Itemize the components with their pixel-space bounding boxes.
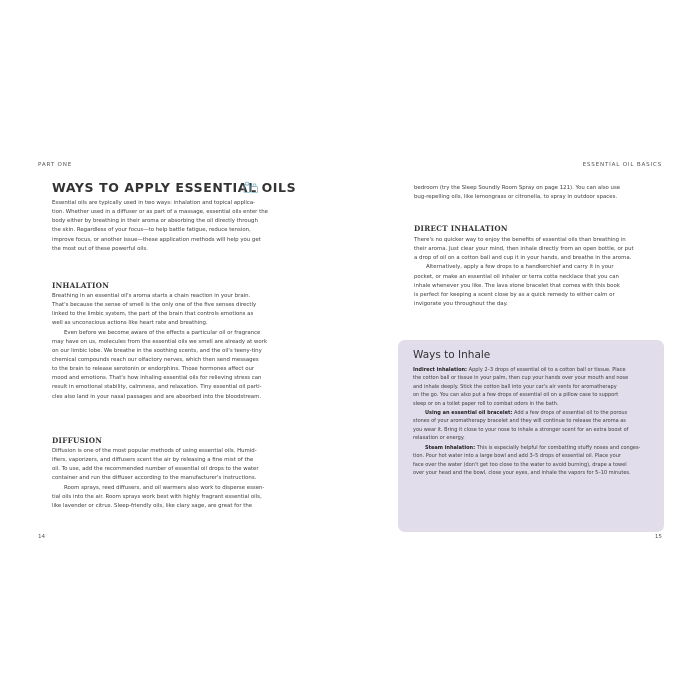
body-line: There's no quicker way to enjoy the benefits of essential oils than breathing in xyxy=(414,237,626,243)
sidebar-line: Apply 2–3 drops of essential oil to a cotton ball or tissue. Place xyxy=(468,367,626,373)
sidebar-line: Add a few drops of essential oil to the porous xyxy=(514,410,628,416)
sidebar-line: relaxation or energy. xyxy=(413,435,465,442)
sidebar-item-bracelet xyxy=(413,409,628,443)
body-line: Even before we become aware of the effects a particular oil or fragrance xyxy=(64,329,261,336)
body-line: oil. To use, add the recommended number of essential oil drops to the water xyxy=(52,466,259,473)
direct-inhalation-paragraph xyxy=(414,236,634,309)
body-line: Room sprays, reed diffusers, and oil warmers also work to disperse essen- xyxy=(64,484,265,491)
diffusion-heading: DIFFUSION xyxy=(52,436,103,445)
body-line: linked to the limbic system, the part of the brain that controls emotions as xyxy=(52,311,254,318)
body-line: Breathing in an essential oil's aroma starts a chain reaction in your brain. xyxy=(52,293,251,299)
sidebar-line: you wear it. Bring it close to your nose to inhale a stronger scent for an extra boost of xyxy=(413,426,629,433)
body-line: pocket, or make an essential oil inhaler or terra cotta necklace that you can xyxy=(414,273,619,280)
intro-line: Essential oils are typically used in two ways: inhalation and topical applica- xyxy=(52,200,256,206)
body-line: is perfect for keeping a scent close by as a quick remedy to either calm or xyxy=(414,291,615,298)
body-line: like lavender or citrus. Sleep-friendly oils, like clary sage, are great for the xyxy=(52,502,253,509)
sidebar-line: the cotton ball or tissue in your palm, then cup your hands over your mouth and nose xyxy=(413,375,629,382)
sidebar-line: stones of your aromatherapy bracelet and they will continue to release the aroma as xyxy=(413,418,626,425)
sidebar-line: sleep or on a toilet paper roll to combat odors in the bath. xyxy=(413,400,559,407)
page-number-left: 14 xyxy=(38,534,46,540)
body-line: container and run the diffuser according to the manufacturer's instructions. xyxy=(52,475,257,482)
oil-bottles-icon xyxy=(243,181,259,193)
sidebar-label: Indirect inhalation: xyxy=(413,367,468,373)
body-line: Alternatively, apply a few drops to a handkerchief and carry it in your xyxy=(426,264,614,271)
sidebar-item-steam xyxy=(413,444,640,478)
sidebar-line: This is especially helpful for combatting stuffy noses and conges- xyxy=(476,445,641,451)
chapter-title: WAYS TO APPLY ESSENTIAL OILS xyxy=(52,180,297,195)
body-line: a drop of oil on a cotton ball and cup it in your hands, and breathe in the aroma. xyxy=(414,255,632,262)
body-line: result in emotional stability, calmness, and relaxation. Tiny essential oil parti- xyxy=(52,384,262,391)
sidebar-label: Steam inhalation: xyxy=(425,445,476,451)
body-line: well as unconscious actions like heart rate and breathing. xyxy=(52,320,208,327)
diffusion-paragraph xyxy=(52,447,264,511)
body-line: their aroma. Just clear your mind, then inhale directly from an open bottle, or put xyxy=(414,246,634,253)
sidebar-line: over your head and the bowl, close your eyes, and inhale the vapors for 5–10 minutes. xyxy=(413,470,631,477)
sidebar-label: Using an essential oil bracelet: xyxy=(425,410,513,416)
sidebar-line: tion. Pour hot water into a large bowl and add 3–5 drops of essential oil. Place your xyxy=(413,453,621,460)
page-number-right: 15 xyxy=(654,534,662,540)
intro-line: body either by breathing in their aroma or absorbing the oil directly through xyxy=(52,218,258,225)
body-line: on our limbic lobe. We breathe in the soothing scents, and the oil's teeny-tiny xyxy=(52,347,262,354)
direct-inhalation-heading: DIRECT INHALATION xyxy=(414,224,508,233)
intro-line: the skin. Regardless of your focus—to help battle fatigue, reduce tension, xyxy=(52,227,251,234)
body-line: chemical compounds reach our olfactory nerves, which then send messages xyxy=(52,356,259,363)
inhalation-paragraph xyxy=(52,292,267,402)
sidebar-title: Ways to Inhale xyxy=(413,349,491,361)
continued-paragraph xyxy=(414,184,620,202)
body-line: invigorate you throughout the day. xyxy=(414,300,508,307)
running-head-right: ESSENTIAL OIL BASICS xyxy=(582,162,662,168)
sidebar-item-indirect xyxy=(413,366,628,408)
body-line: That's because the sense of smell is the only one of the five senses directly xyxy=(52,302,257,309)
body-line: cles also land in your nasal passages and are absorbed into the bloodstream. xyxy=(52,393,262,400)
running-head-left: PART ONE xyxy=(38,162,73,168)
body-line: bug-repelling oils, like lemongrass or citronella, to spray in outdoor spaces. xyxy=(414,194,618,201)
intro-paragraph xyxy=(52,199,268,254)
sidebar-line: on the go. You can also put a few drops of essential oil on a pillow case to support xyxy=(413,392,619,399)
body-line: tial oils into the air. Room sprays work best with highly fragrant essential oils, xyxy=(52,493,262,500)
body-line: inhale whenever you like. The lava stone bracelet that comes with this book xyxy=(414,282,620,289)
intro-line: tion. Whether used in a diffuser or as part of a massage, essential oils enter the xyxy=(52,209,268,216)
sidebar-line: and inhale deeply. Stick the cotton ball into your car's air vents for aromatherapy xyxy=(413,383,617,390)
body-line: mood and emotions. That's how inhaling essential oils for relieving stress can xyxy=(52,375,262,382)
body-line: bedroom (try the Sleep Soundly Room Spray on page 121). You can also use xyxy=(414,185,621,191)
body-line: to the brain to release serotonin or endorphins. Those hormones affect our xyxy=(52,366,255,373)
body-line: ifiers, vaporizers, and diffusers scent the air by releasing a fine mist of the xyxy=(52,457,254,464)
body-line: may have on us, molecules from the essential oils we smell are already at work xyxy=(52,338,267,345)
body-line: Diffusion is one of the most popular methods of using essential oils. Humid- xyxy=(52,448,257,454)
inhalation-heading: INHALATION xyxy=(52,281,110,290)
sidebar-line: face over the water (don't get too close to the water to avoid burning), drape a towel xyxy=(413,461,627,468)
intro-line: the most out of these powerful oils. xyxy=(52,245,148,252)
intro-line: improve focus, or another issue—these application methods will help you get xyxy=(52,236,261,243)
